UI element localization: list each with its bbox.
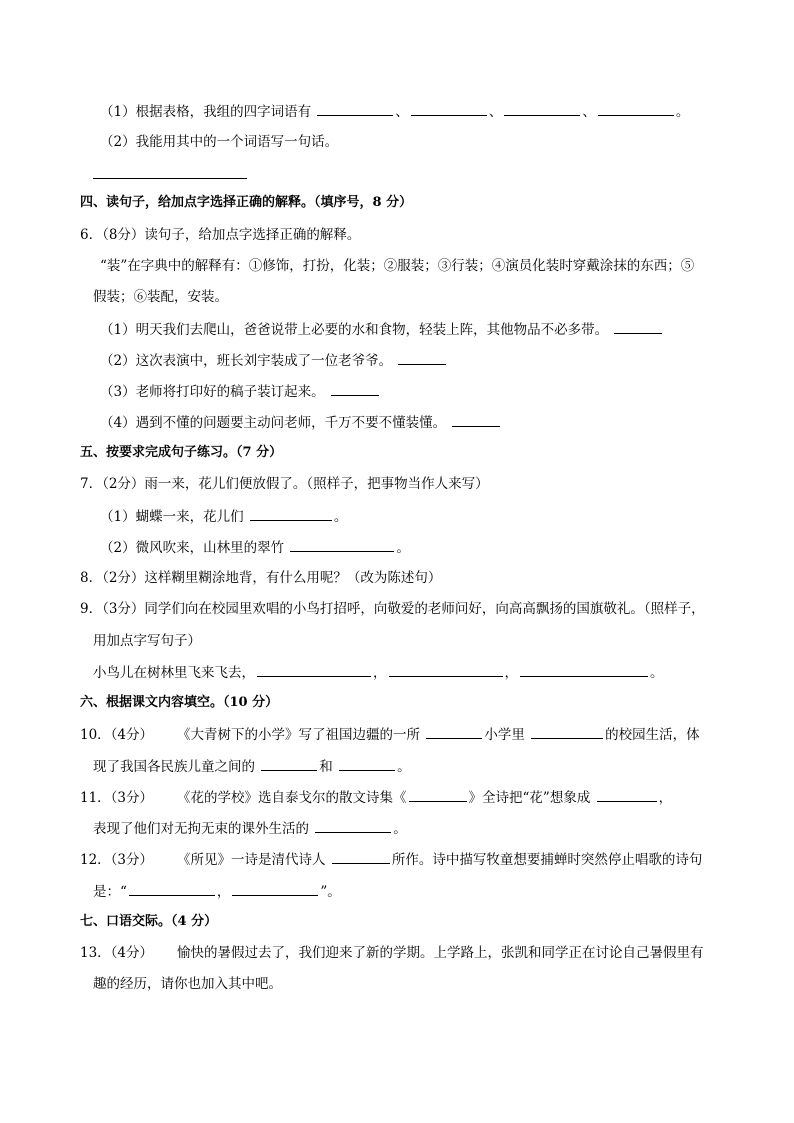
definition-line-1: “装”在字典中的解释有：①修饰，打扮，化装；②服装；③行装；④演员化装时穿戴涂抹的东西；⑤ — [100, 258, 695, 274]
question-10-cont — [93, 756, 411, 777]
question-8: 8．（2分）这样糊里糊涂地背，有什么用呢？（改为陈述句） — [80, 570, 442, 586]
question-12 — [80, 849, 702, 870]
separator: ， — [658, 790, 673, 806]
question-6: 6．（8分）读句子，给加点字选择正确的解释。 — [80, 227, 361, 243]
separator: 、 — [488, 104, 503, 120]
answer-blank[interactable] — [520, 662, 648, 677]
question-9: 9．（3分）同学们向在校园里欢唱的小鸟打招呼，向敬爱的老师问好，向高高飘扬的国旗敬礼。（照样子， — [80, 601, 705, 617]
separator: 、 — [395, 104, 409, 120]
answer-blank[interactable] — [426, 724, 482, 739]
separator: ， — [504, 665, 518, 681]
question-13 — [80, 943, 704, 963]
answer-blank[interactable] — [389, 662, 503, 677]
item-text: 《大青树下的小学》写了祖国边疆的一所 — [177, 727, 425, 743]
question-9-cont: 用加点字写句子） — [93, 633, 201, 649]
question-11-cont — [93, 818, 407, 839]
q5-item-1 — [100, 101, 689, 122]
section-4-title: 四、读句子，给加点字选择正确的解释。（填序号，8 分） — [80, 195, 413, 210]
separator: 。 — [650, 665, 664, 681]
separator: 。 — [333, 509, 348, 525]
item-text: （2）这次表演中，班长刘宇装成了一位老爷爷。 — [100, 353, 397, 369]
question-7: 7．（2分）雨一来，花儿们便放假了。（照样子，把事物当作人来写） — [80, 476, 489, 492]
separator: ， — [373, 665, 387, 681]
item-text: 》全诗把“花”想象成 — [468, 790, 595, 806]
answer-blank[interactable] — [331, 381, 379, 396]
separator: 、 — [582, 104, 596, 120]
item-text: （1）明天我们去爬山，爸爸说带上必要的水和食物，轻装上阵，其他物品不必多带。 — [100, 322, 613, 338]
definition-line-2: 假装；⑥装配，安装。 — [93, 289, 228, 305]
answer-blank[interactable] — [339, 756, 395, 771]
answer-blank[interactable] — [398, 350, 446, 365]
question-number: 13．（4分） — [80, 945, 154, 961]
separator: ， — [216, 884, 231, 900]
answer-blank[interactable] — [257, 662, 371, 677]
question-11 — [80, 787, 672, 808]
question-10 — [80, 724, 700, 745]
q6-item-4 — [100, 412, 502, 433]
separator: 。 — [396, 540, 410, 556]
question-number: 10．（4分） — [80, 727, 154, 743]
answer-blank[interactable] — [411, 101, 487, 116]
answer-blank[interactable] — [598, 101, 674, 116]
separator: 。 — [675, 104, 690, 120]
separator: ”。 — [320, 884, 341, 900]
item-text: 小学里 — [484, 727, 530, 743]
answer-line[interactable] — [93, 178, 247, 179]
item-text: （1）根据表格，我组的四字词语有 — [100, 104, 316, 120]
q6-item-3 — [100, 381, 381, 402]
answer-blank[interactable] — [290, 537, 394, 552]
item-text: （4）遇到不懂的问题要主动问老师，千万不要不懂装懂。 — [100, 415, 451, 431]
answer-blank[interactable] — [315, 818, 391, 833]
question-number: 12．（3分） — [80, 852, 154, 868]
answer-blank[interactable] — [452, 412, 500, 427]
answer-blank[interactable] — [232, 881, 318, 896]
item-text: （3）老师将打印好的稿子装订起来。 — [100, 384, 329, 400]
answer-blank[interactable] — [261, 756, 317, 771]
section-7-title: 七、口语交际。（4 分） — [80, 914, 218, 929]
section-5-title: 五、按要求完成句子练习。（7 分） — [80, 445, 283, 460]
item-text: 的校园生活，体 — [605, 727, 700, 743]
item-text: 是：“ — [93, 884, 127, 900]
question-13-cont: 趣的经历，请你也加入其中吧。 — [93, 976, 282, 992]
question-number: 11．（3分） — [80, 790, 154, 806]
q7-item-1 — [100, 506, 347, 527]
item-text: 所作。诗中描写牧童想要捕蝉时突然停止唱歌的诗句 — [391, 852, 703, 868]
item-text: 《花的学校》选自泰戈尔的散文诗集《 — [177, 790, 407, 806]
answer-blank[interactable] — [504, 101, 580, 116]
item-text: 小鸟儿在树林里飞来飞去， — [93, 665, 255, 681]
question-12-cont — [93, 881, 341, 902]
separator: 。 — [393, 821, 407, 837]
answer-blank[interactable] — [129, 881, 215, 896]
answer-blank[interactable] — [250, 506, 332, 521]
q9-answer — [93, 662, 664, 683]
item-text: 现了我国各民族儿童之间的 — [93, 759, 260, 775]
item-text: 和 — [319, 759, 338, 775]
section-6-title: 六、根据课文内容填空。（10 分） — [80, 695, 279, 710]
q6-item-2 — [100, 350, 448, 371]
answer-blank[interactable] — [332, 849, 390, 864]
separator: 。 — [397, 759, 411, 775]
answer-blank[interactable] — [614, 319, 662, 334]
answer-blank[interactable] — [597, 787, 657, 802]
q5-item-2: （2）我能用其中的一个词语写一句话。 — [100, 134, 339, 150]
item-text: （1）蝴蝶一来，花儿们 — [100, 509, 248, 525]
answer-blank[interactable] — [531, 724, 603, 739]
answer-blank[interactable] — [317, 101, 393, 116]
item-text: 愉快的暑假过去了，我们迎来了新的学期。上学路上，张凯和同学正在讨论自己暑假里有 — [177, 945, 704, 961]
answer-blank[interactable] — [409, 787, 467, 802]
item-text: 《所见》一诗是清代诗人 — [177, 852, 330, 868]
item-text: 表现了他们对无拘无束的课外生活的 — [93, 821, 314, 837]
q7-item-2 — [100, 537, 410, 558]
item-text: （2）微风吹来，山林里的翠竹 — [100, 540, 289, 556]
q6-item-1 — [100, 319, 664, 340]
